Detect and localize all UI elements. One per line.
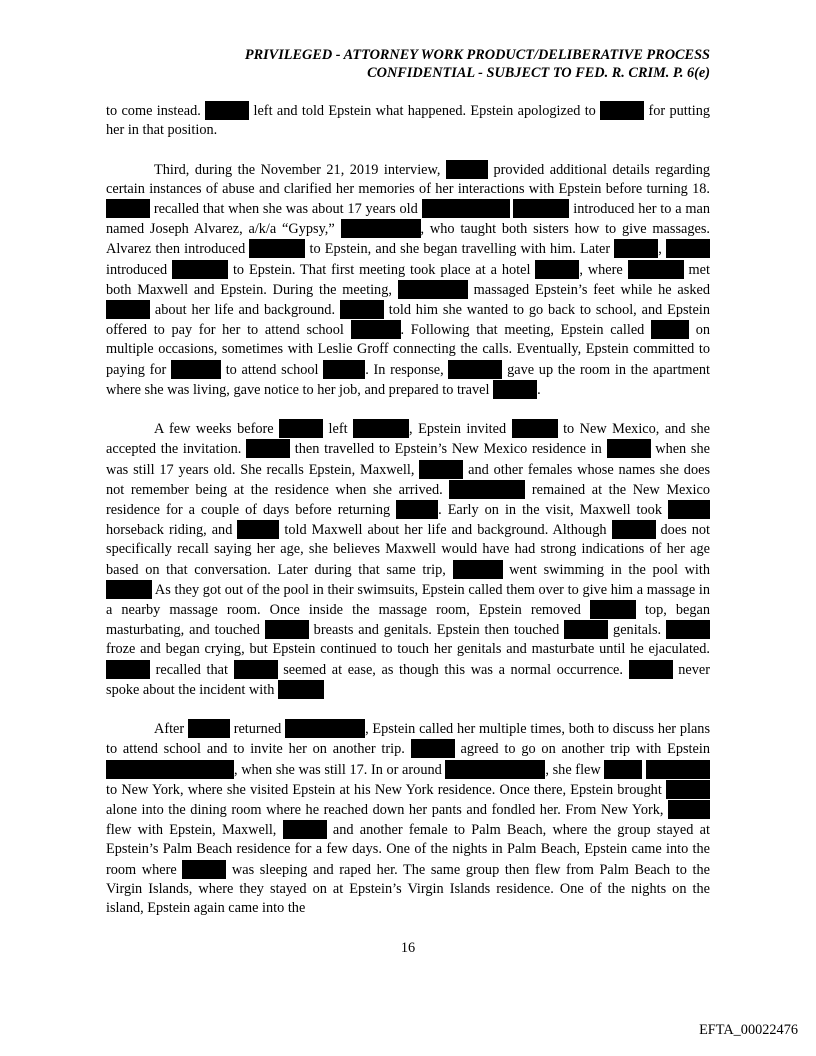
text-run: . Early on in the visit, Maxwell took (438, 502, 668, 519)
redaction-box (422, 199, 510, 218)
redaction-box (398, 280, 468, 299)
page-number: 16 (400, 940, 416, 956)
redaction-box (666, 620, 710, 639)
text-run: , who taught both sisters how to give massages. Alvarez then introduced (106, 221, 710, 258)
redaction-box (285, 719, 365, 738)
text-run: when she was still 17 years old. She recalls Epstein, Maxwell, (106, 441, 710, 478)
document-body (106, 101, 710, 937)
text-run: introduced (106, 261, 173, 278)
redaction-box (607, 439, 651, 458)
text-run: agreed to go on another trip with Epstein (454, 741, 710, 758)
redaction-box (453, 560, 503, 579)
paragraph (106, 160, 710, 400)
document-id: EFTA_00022476 (699, 1022, 798, 1038)
redaction-box (351, 320, 401, 339)
paragraph (106, 419, 710, 700)
redaction-box (604, 760, 642, 779)
redaction-box (249, 239, 305, 258)
text-run: . (537, 381, 541, 398)
text-run: . In response, (365, 361, 449, 378)
text-run: went swimming in the pool with (502, 561, 710, 578)
text-run: As they got out of the pool in their swimsuits, Epstein called them over to give him a massage in a nearby massage room. Once inside the massage room, Epstein removed (106, 581, 710, 619)
redaction-box (666, 239, 710, 258)
redaction-box (612, 520, 656, 539)
redaction-box (564, 620, 608, 639)
redaction-box (106, 300, 150, 319)
redaction-box (106, 660, 150, 679)
redaction-box (341, 219, 421, 238)
redaction-box (445, 760, 545, 779)
text-run: , where (579, 261, 628, 278)
redaction-box (283, 820, 327, 839)
redaction-box (171, 360, 221, 379)
text-run: to Epstein, and she began travelling with him. Later (305, 241, 615, 258)
text-run: to attend school (221, 361, 324, 378)
redaction-box (629, 660, 673, 679)
redaction-box (265, 620, 309, 639)
text-run: left and told Epstein what happened. Epstein apologized to (249, 103, 601, 119)
text-run: to New York, where she visited Epstein at his New York residence. Once there, Epstein brought (106, 781, 666, 798)
text-run: , she flew (545, 761, 605, 778)
redaction-box (246, 439, 290, 458)
redaction-box (234, 660, 278, 679)
text-run: Third, during the November 21, 2019 interview, (154, 161, 446, 178)
redaction-box (668, 800, 710, 819)
text-run: , when she was still 17. In or around (234, 761, 446, 778)
redaction-box (237, 520, 279, 539)
redaction-box (646, 760, 710, 779)
text-run: , Epstein invited (409, 421, 512, 438)
text-run: introduced her to a man named Joseph Alvarez, a/k/a “Gypsy,” (106, 201, 710, 238)
text-run: told him she wanted to go back to school, and Epstein offered to pay for her to attend school (106, 302, 710, 339)
redaction-box (106, 199, 150, 218)
redaction-box (448, 360, 502, 379)
redaction-box (278, 680, 324, 699)
paragraph (106, 101, 710, 140)
text-run: A few weeks before (154, 421, 280, 438)
redaction-box (628, 260, 684, 279)
redaction-box (446, 160, 488, 179)
text-run: for putting her in that position. (106, 103, 710, 139)
redaction-box (666, 780, 710, 799)
text-run: alone into the dining room where he reached down her pants and fondled her. From New York, (106, 802, 668, 819)
redaction-box (513, 199, 569, 218)
redaction-box (172, 260, 228, 279)
redaction-box (600, 101, 644, 120)
redaction-box (535, 260, 579, 279)
header-confidential-line: CONFIDENTIAL - SUBJECT TO FED. R. CRIM. P. 6(e) (367, 65, 710, 81)
text-run: , (658, 241, 666, 258)
text-run: horseback riding, and (106, 522, 238, 539)
text-run: remained at the New Mexico residence for a couple of days before returning (106, 481, 710, 519)
text-run: never spoke about the incident with (106, 661, 710, 698)
text-run: then travelled to Epstein’s New Mexico residence in (290, 441, 607, 458)
redaction-box (106, 760, 234, 779)
redaction-box (188, 719, 230, 738)
redaction-box (411, 739, 455, 758)
text-run: told Maxwell about her life and background. Although (279, 522, 612, 539)
text-run: top, began masturbating, and touched (106, 602, 710, 639)
text-run: . Following that meeting, Epstein called (400, 322, 652, 339)
redaction-box (340, 300, 384, 319)
text-run: recalled that when she was about 17 years old (150, 201, 422, 217)
redaction-box (614, 239, 658, 258)
text-run: left (323, 421, 354, 438)
text-run: breasts and genitals. Epstein then touched (308, 622, 565, 639)
text-run: on multiple occasions, sometimes with Leslie Groff connecting the calls. Eventually, Epstein committed to paying for (106, 322, 710, 378)
redaction-box (668, 500, 710, 519)
redaction-box (651, 320, 689, 339)
text-run: and other females whose names she does not remember being at the residence when she arrived. (106, 461, 711, 498)
redaction-box (323, 360, 365, 379)
text-run: to come instead. (106, 103, 206, 119)
text-run: returned (229, 721, 286, 738)
text-run: recalled that (150, 661, 234, 678)
text-run: does not specifically recall saying her age, she believes Maxwell would have had strong indications of her age based on that conversation. Later during that same trip, (106, 522, 711, 578)
redaction-box (279, 419, 323, 438)
text-run: seemed at ease, as though this was a normal occurrence. (277, 661, 629, 678)
text-run: genitals. (608, 622, 666, 639)
text-run: flew with Epstein, Maxwell, (106, 822, 283, 839)
redaction-box (353, 419, 409, 438)
text-run: to Epstein. That first meeting took place at a hotel (228, 261, 536, 278)
redaction-box (106, 580, 152, 599)
page-header (90, 46, 710, 82)
redaction-box (493, 380, 537, 399)
text-run: massaged Epstein’s feet while he asked (467, 281, 710, 298)
text-run: about her life and background. (150, 302, 340, 319)
text-run: was sleeping and raped her. The same group then flew from Palm Beach to the Virgin Islands, where they stayed on at Epstein’s Virgin Islands residence. One of the nights on the island, Epstein again came into the (106, 861, 710, 917)
text-run: froze and began crying, but Epstein continued to touch her genitals and masturbate until he ejaculated. (106, 641, 710, 658)
redaction-box (182, 860, 226, 879)
header-privileged-line: PRIVILEGED - ATTORNEY WORK PRODUCT/DELIBERATIVE PROCESS (244, 47, 710, 63)
text-run: gave up the room in the apartment where she was living, gave notice to her job, and prepared to travel (106, 361, 711, 398)
text-run: , Epstein called her multiple times, both to discuss her plans to attend school and to invite her on another trip. (106, 721, 711, 758)
redaction-box (449, 480, 525, 499)
text-run: to New Mexico, and she accepted the invitation. (106, 421, 710, 458)
redaction-box (512, 419, 558, 438)
paragraph (106, 719, 710, 918)
text-run: met both Maxwell and Epstein. During the meeting, (106, 261, 710, 298)
text-run: After (154, 721, 188, 738)
text-run: and another female to Palm Beach, where the group stayed at Epstein’s Palm Beach residence for a few days. One of the nights in Palm Beach, Epstein came into the room where (106, 822, 710, 878)
redaction-box (590, 600, 636, 619)
text-run: provided additional details regarding certain instances of abuse and clarified her memories of her interactions with Epstein before turning 18. (106, 161, 711, 197)
redaction-box (396, 500, 438, 519)
redaction-box (205, 101, 249, 120)
redaction-box (419, 460, 463, 479)
